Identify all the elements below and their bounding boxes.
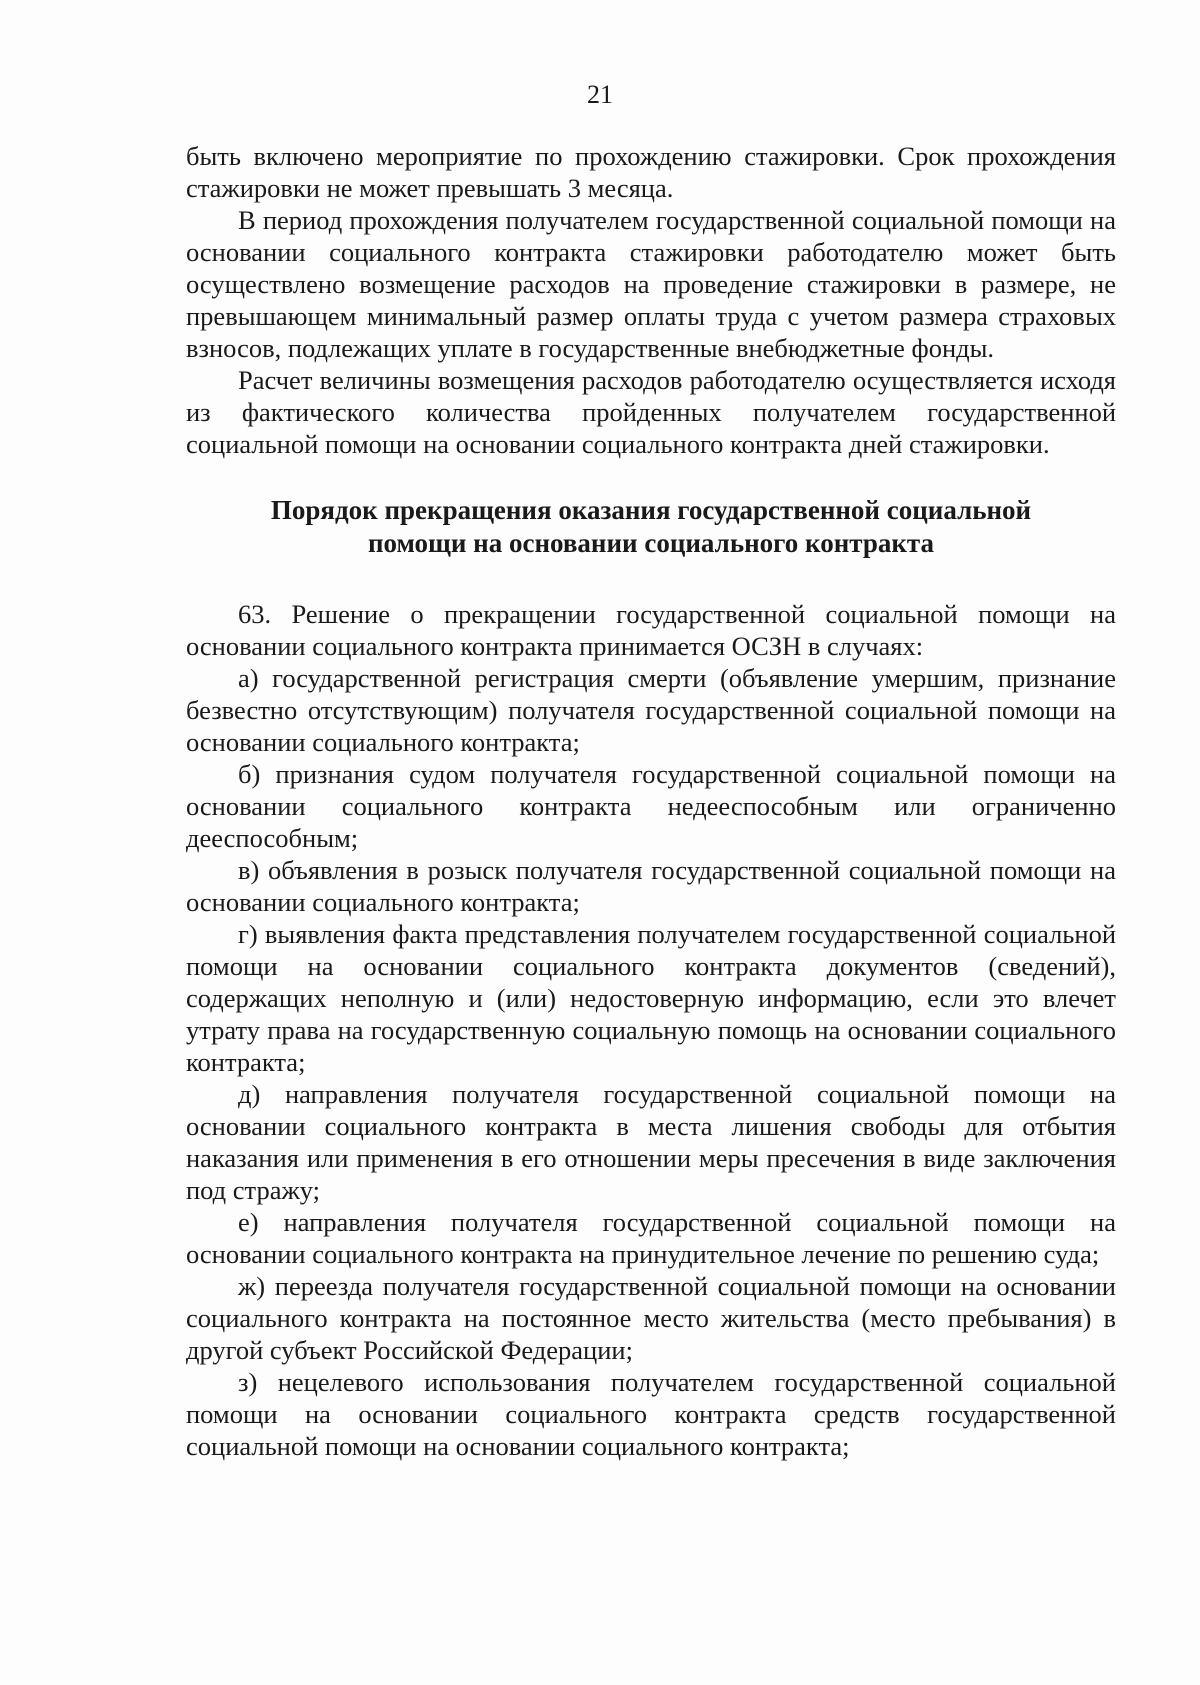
clause-item-d: д) направления получателя государственной социальной помощи на основании социального контракта в места лишения свободы для отбытия наказания или применения в его отношении меры пресечения в виде заключения под стражу; <box>186 1079 1116 1205</box>
paragraph-continuation: быть включено мероприятие по прохождению стажировки. Срок прохождения стажировки не может превышать 3 месяца. <box>186 141 1116 203</box>
document-body <box>186 140 1116 1462</box>
section-heading-line-2: помощи на основании социального контракта <box>367 528 935 558</box>
clause-item-z: з) нецелевого использования получателем государственной социальной помощи на основании социального контракта средств государственной социальной помощи на основании социального контракта; <box>186 1367 1116 1461</box>
clause-item-a: а) государственной регистрация смерти (объявление умершим, признание безвестно отсутствующим) получателя государственной социальной помощи на основании социального контракта; <box>186 663 1116 757</box>
clause-item-e: е) направления получателя государственной социальной помощи на основании социального контракта на принудительное лечение по решению суда; <box>186 1207 1116 1269</box>
clause-item-zh: ж) переезда получателя государственной социальной помощи на основании социального контракта на постоянное место жительства (место пребывания) в другой субъект Российской Федерации; <box>186 1271 1116 1365</box>
paragraph-internship-compensation: В период прохождения получателем государственной социальной помощи на основании социального контракта стажировки работодателю может быть осуществлено возмещение расходов на проведение стажировки в размере, не превышающем минимальный размер оплаты труда с учетом размера страховых взносов, подлежащих уплате в государственные внебюджетные фонды. <box>186 205 1116 363</box>
clause-63: 63. Решение о прекращении государственной социальной помощи на основании социального контракта принимается ОСЗН в случаях: <box>186 599 1116 661</box>
section-heading <box>186 494 1116 560</box>
section-heading-line-1: Порядок прекращения оказания государственной социальной <box>270 495 1032 525</box>
clause-item-v: в) объявления в розыск получателя государственной социальной помощи на основании социального контракта; <box>186 855 1116 917</box>
clause-item-b: б) признания судом получателя государственной социальной помощи на основании социального контракта недееспособным или ограниченно дееспособным; <box>186 759 1116 853</box>
clause-item-g: г) выявления факта представления получателем государственной социальной помощи на основании социального контракта документов (сведений), содержащих неполную и (или) недостоверную информацию, если это влечет утрату права на государственную социальную помощь на основании социального контракта; <box>186 919 1116 1077</box>
page-number: 21 <box>587 80 613 109</box>
paragraph-compensation-calculation: Расчет величины возмещения расходов работодателю осуществляется исходя из фактического количества пройденных получателем государственной социальной помощи на основании социального контракта дней стажировки. <box>186 365 1116 459</box>
